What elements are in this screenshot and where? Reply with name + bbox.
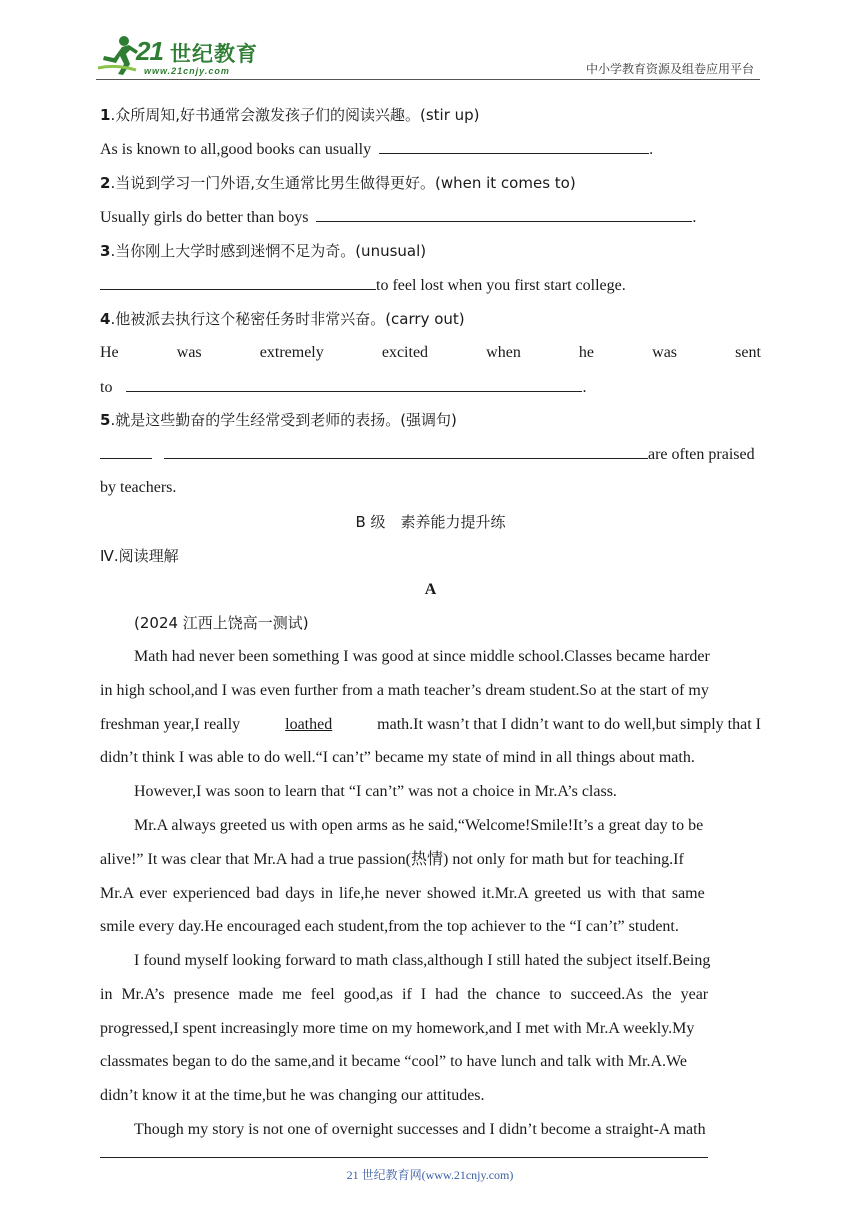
passage-line: However,I was soon to learn that “I can’t” was not a choice in Mr.A’s class. — [134, 783, 617, 800]
logo-url: www.21cnjy.com — [144, 66, 230, 76]
passage-line: Mr.A ever experienced bad days in life,he never showed it.Mr.A greeted us with that same — [100, 885, 705, 902]
answer-word: sent — [735, 344, 761, 361]
answer-prefix: Usually girls do better than boys — [100, 209, 309, 226]
question-4-answer-line-2 — [100, 377, 761, 398]
question-number: 5 — [100, 411, 111, 429]
answer-suffix: . — [649, 141, 654, 158]
question-4-prompt — [100, 309, 761, 329]
question-text: .众所周知,好书通常会激发孩子们的阅读兴趣。(stir up) — [110, 106, 480, 124]
header-divider — [96, 79, 760, 80]
answer-suffix: are often praised — [648, 446, 755, 463]
question-text: .就是这些勤奋的学生经常受到老师的表扬。(强调句) — [110, 411, 457, 429]
passage-line — [100, 715, 761, 735]
answer-word: he — [578, 344, 595, 361]
answer-blank[interactable] — [100, 275, 376, 290]
passage-line: didn’t know it at the time,but he was changing our attitudes. — [100, 1087, 485, 1104]
question-text: .他被派去执行这个秘密任务时非常兴奋。(carry out) — [110, 310, 465, 328]
answer-word: when — [486, 344, 521, 361]
question-5-answer-line-1 — [100, 444, 761, 465]
passage-line: I found myself looking forward to math class,although I still hated the subject itself.Being — [134, 952, 711, 969]
question-number: 1 — [100, 106, 111, 124]
answer-suffix: to feel lost when you first start college. — [376, 277, 626, 294]
answer-blank[interactable] — [126, 377, 582, 392]
question-5-prompt — [100, 410, 761, 430]
section-part-heading: Ⅳ.阅读理解 — [100, 547, 179, 565]
passage-text: math.It wasn’t that I didn’t want to do well,but simply that I — [377, 716, 761, 733]
runner-icon — [96, 34, 140, 78]
section-level-heading: B 级 素养能力提升练 — [355, 513, 506, 531]
question-number: 4 — [100, 310, 111, 328]
question-text: .当说到学习一门外语,女生通常比男生做得更好。(when it comes to) — [110, 174, 576, 192]
answer-prefix: to — [100, 379, 113, 396]
answer-word: He — [100, 344, 119, 361]
site-logo[interactable] — [96, 34, 266, 78]
passage-line — [100, 647, 761, 667]
answer-word: was — [652, 344, 678, 361]
passage-line: in Mr.A’s presence made me feel good,as if I had the chance to succeed.As the year — [100, 986, 709, 1003]
question-number: 3 — [100, 242, 111, 260]
underlined-word: loathed — [285, 716, 333, 733]
answer-blank[interactable] — [164, 444, 648, 459]
answer-continuation: by teachers. — [100, 479, 177, 496]
answer-suffix: . — [692, 209, 697, 226]
answer-prefix: As is known to all,good books can usually — [100, 141, 372, 158]
question-1-answer-line — [100, 139, 761, 160]
passage-line: in high school,and I was even further from a math teacher’s dream student.So at the start of my — [100, 682, 709, 699]
passage-source: (2024 江西上饶高一测试) — [134, 614, 309, 632]
answer-blank[interactable] — [316, 207, 692, 222]
platform-tagline: 中小学教育资源及组卷应用平台 — [585, 62, 754, 76]
answer-word: extremely — [259, 344, 324, 361]
passage-line: progressed,I spent increasingly more time on my homework,and I met with Mr.A weekly.My — [100, 1020, 695, 1037]
logo-text: 世纪教育 — [170, 42, 258, 66]
question-4-answer-line-1 — [100, 343, 761, 363]
question-text: .当你刚上大学时感到迷惘不足为奇。(unusual) — [110, 242, 427, 260]
question-number: 2 — [100, 174, 111, 192]
question-2-prompt — [100, 173, 761, 193]
question-1-prompt — [100, 105, 761, 125]
passage-text: Math had never been something I was good at since middle school.Classes became harder — [134, 648, 710, 665]
passage-label: A — [424, 581, 437, 598]
question-3-prompt — [100, 241, 761, 261]
logo-number: 21 — [136, 36, 163, 66]
passage-line: Though my story is not one of overnight successes and I didn’t become a straight-A math — [134, 1121, 706, 1138]
page-header — [96, 30, 760, 82]
passage-line: alive!” It was clear that Mr.A had a true passion(热情) not only for math but for teaching.If — [100, 851, 684, 868]
passage-line: classmates began to do the same,and it became “cool” to have lunch and talk with Mr.A.We — [100, 1053, 687, 1070]
passage-line: smile every day.He encouraged each student,from the top achiever to the “I can’t” student. — [100, 918, 679, 935]
passage-line: Mr.A always greeted us with open arms as he said,“Welcome!Smile!It’s a great day to be — [134, 817, 704, 834]
passage-line: didn’t think I was able to do well.“I can’t” became my state of mind in all things about math. — [100, 749, 695, 766]
answer-blank[interactable] — [379, 139, 649, 154]
footer-divider — [100, 1157, 708, 1158]
answer-word: was — [176, 344, 202, 361]
passage-text: freshman year,I really — [100, 716, 241, 733]
answer-blank-short[interactable] — [100, 444, 152, 459]
page-footer[interactable]: 21 世纪教育网(www.21cnjy.com) — [346, 1168, 514, 1182]
answer-suffix: . — [582, 379, 587, 396]
question-3-answer-line — [100, 275, 761, 296]
question-2-answer-line — [100, 207, 761, 228]
question-5-answer-line-2 — [100, 478, 761, 498]
answer-word: excited — [381, 344, 429, 361]
